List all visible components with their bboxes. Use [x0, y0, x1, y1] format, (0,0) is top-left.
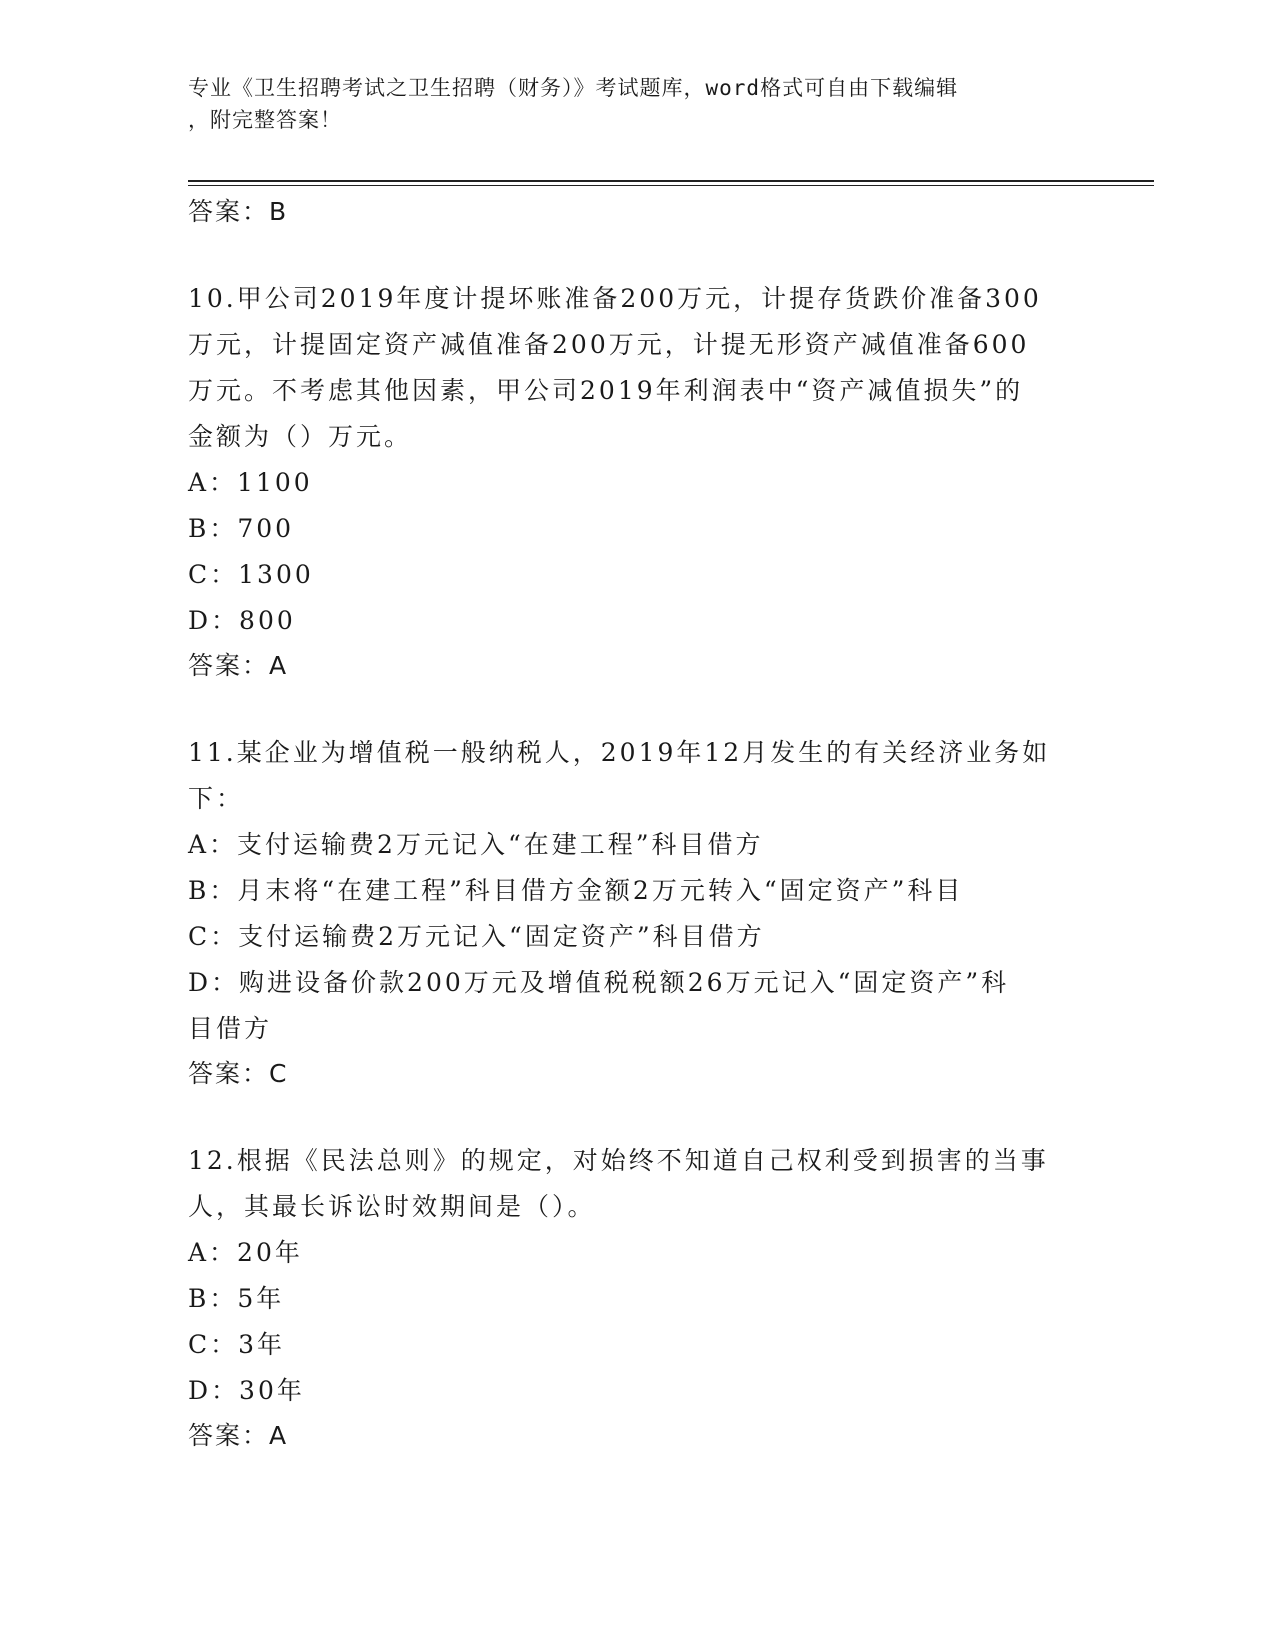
- previous-answer: 答案：B: [188, 197, 289, 226]
- question-stem-line: 10.甲公司2019年度计提坏账准备200万元，计提存货跌价准备300: [188, 284, 1042, 313]
- answer-option: B：700: [188, 514, 295, 543]
- answer-option: B：5年: [188, 1284, 285, 1313]
- answer-option: B：月末将“在建工程”科目借方金额2万元转入“固定资产”科目: [188, 876, 964, 905]
- question-stem-line: 万元，计提固定资产减值准备200万元，计提无形资产减值准备600: [188, 330, 1030, 359]
- question-gap: [188, 234, 1088, 276]
- correct-answer: 答案：A: [188, 651, 289, 680]
- answer-option: 目借方: [188, 1014, 273, 1043]
- question-list: [188, 190, 1088, 1458]
- question-gap: [188, 1096, 1088, 1138]
- correct-answer: 答案：A: [188, 1421, 289, 1450]
- correct-answer: 答案：C: [188, 1059, 289, 1088]
- question-stem-line: 下：: [188, 784, 245, 813]
- answer-option: C：支付运输费2万元记入“固定资产”科目借方: [188, 922, 765, 951]
- answer-option: D：购进设备价款200万元及增值税税额26万元记入“固定资产”科: [188, 968, 1010, 997]
- answer-option: A：支付运输费2万元记入“在建工程”科目借方: [188, 830, 764, 859]
- question-stem-line: 人，其最长诉讼时效期间是（）。: [188, 1192, 596, 1221]
- question-stem-line: 12.根据《民法总则》的规定，对始终不知道自己权利受到损害的当事: [188, 1146, 1049, 1175]
- question-stem-line: 金额为（）万元。: [188, 422, 413, 451]
- header-rule-thin: [188, 185, 1154, 186]
- answer-option: A：20年: [188, 1238, 303, 1267]
- question-stem-line: 万元。不考虑其他因素，甲公司2019年利润表中“资产减值损失”的: [188, 376, 1024, 405]
- header-line-2: ，附完整答案！: [188, 108, 342, 132]
- question-block: [188, 1138, 1088, 1458]
- question-block: [188, 730, 1088, 1096]
- question-gap: [188, 688, 1088, 730]
- question-stem-line: 11.某企业为增值税一般纳税人，2019年12月发生的有关经济业务如: [188, 738, 1051, 767]
- answer-option: D：800: [188, 606, 296, 635]
- answer-option: C：3年: [188, 1330, 286, 1359]
- question-block: [188, 276, 1088, 688]
- header-rule-thick: [188, 180, 1154, 182]
- document-header: [188, 72, 1068, 136]
- answer-option: A：1100: [188, 468, 313, 497]
- answer-option: C：1300: [188, 560, 314, 589]
- answer-option: D：30年: [188, 1376, 305, 1405]
- header-line-1: 专业《卫生招聘考试之卫生招聘（财务）》考试题库，word格式可自由下载编辑: [188, 76, 959, 100]
